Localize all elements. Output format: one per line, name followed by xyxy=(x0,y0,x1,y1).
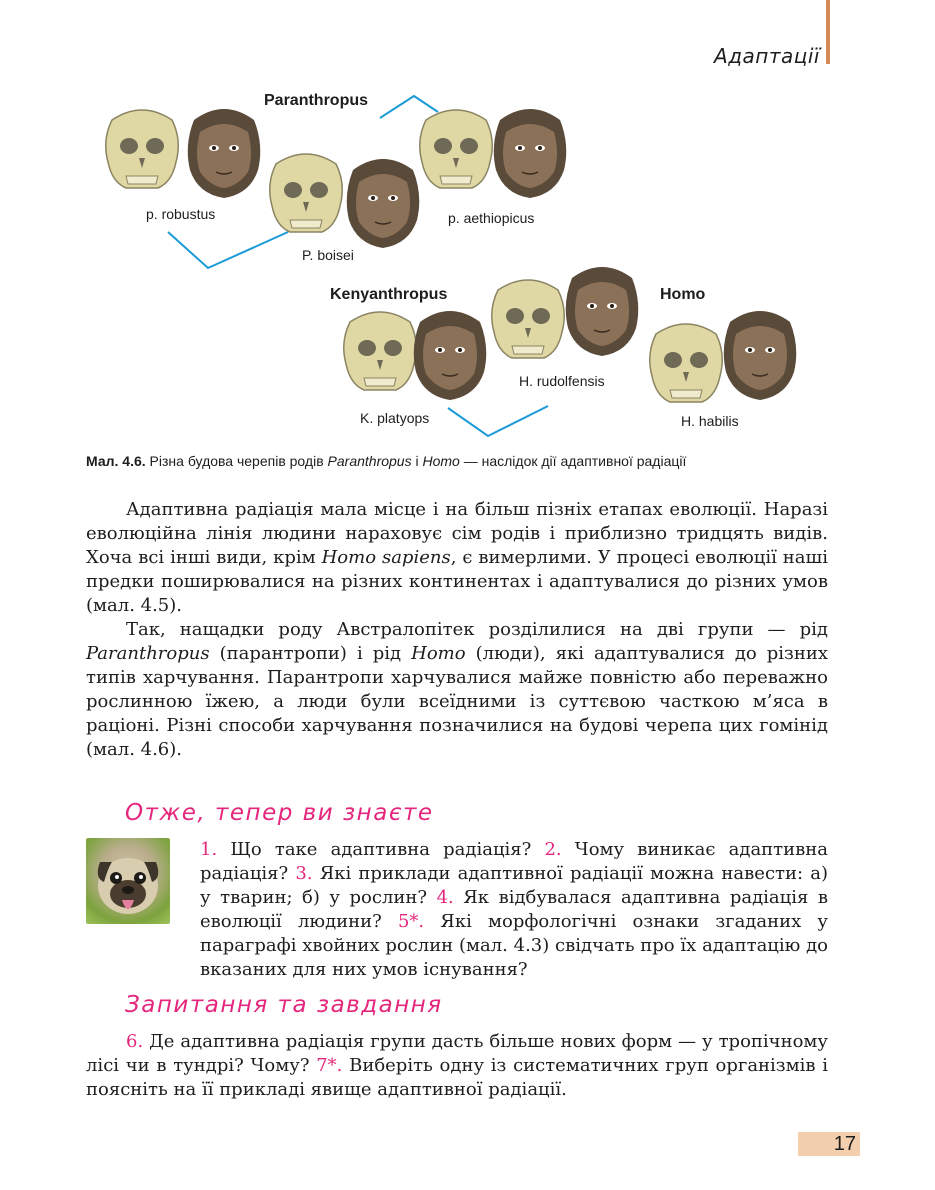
pug-dog-image xyxy=(86,838,170,924)
skull-k-platyops xyxy=(344,312,417,390)
caption-text: — наслідок дії адаптивної радіації xyxy=(459,453,687,469)
skull-p-boisei xyxy=(270,154,343,232)
question-number: 7*. xyxy=(316,1055,343,1076)
section-title-summary: Отже, тепер ви знаєте xyxy=(125,800,434,826)
hominid-skulls-figure xyxy=(0,0,935,445)
paragraph-text: Так, нащадки роду Австралопітек розділилися на дві групи — рід xyxy=(126,619,828,640)
body-text xyxy=(86,498,828,762)
head-h-rudolfensis xyxy=(566,267,639,356)
running-header: Адаптації xyxy=(714,44,820,68)
caption-label: Мал. 4.6. xyxy=(86,453,146,469)
caption-genus: Homo xyxy=(422,453,460,469)
question-number: 5*. xyxy=(397,911,425,932)
genus-name: Homo xyxy=(411,643,466,664)
question-number: 4. xyxy=(436,887,454,908)
connector-line xyxy=(448,406,548,436)
head-p-boisei xyxy=(347,159,420,248)
head-k-platyops xyxy=(414,311,487,400)
question-number: 3. xyxy=(295,863,313,884)
caption-genus: Paranthropus xyxy=(327,453,412,469)
head-p-aethiopicus xyxy=(494,109,567,198)
caption-text: і xyxy=(411,453,423,469)
connector-line xyxy=(168,232,288,268)
paragraph xyxy=(86,1030,828,1102)
page-number: 17 xyxy=(798,1132,860,1156)
species-label-p-aethiopicus: p. aethiopicus xyxy=(448,210,535,226)
question-number: 2. xyxy=(544,839,562,860)
question-text: Які морфологічні ознаки згаданих у параграфі хвойних рослин (мал. 4.3) свідчать про їх адаптацію до вказаних для них умов існування? xyxy=(200,911,828,980)
question-text: Як відбувалася адаптивна радіація в еволюції людини? xyxy=(200,887,828,932)
species-label-k-platyops: K. platyops xyxy=(360,410,430,426)
head-h-habilis xyxy=(724,311,797,400)
species-label-p-robustus: p. robustus xyxy=(146,206,216,222)
head-p-robustus xyxy=(188,109,261,198)
paragraph-text: (люди), які адаптувалися до різних типів харчування. Парантропи харчувалися майже повністю або переважно рослинною їжею, а люди були всеїдними із суттєвою часткою м’яса в раціоні. Різні способи харчування позначилися на будові черепа цих гомінід (мал. 4.6). xyxy=(86,643,828,760)
paragraph-text: (парантропи) і рід xyxy=(209,643,412,664)
skull-h-habilis xyxy=(650,324,723,402)
genus-label-paranthropus: Paranthropus xyxy=(264,92,369,109)
species-label-h-rudolfensis: H. rudolfensis xyxy=(519,373,605,389)
genus-label-kenyanthropus: Kenyanthropus xyxy=(330,286,448,303)
question-text: Які приклади адаптивної радіації можна навести: а) у тварин; б) у рослин? xyxy=(200,863,828,908)
question-text: Що таке адаптивна радіація? xyxy=(217,839,545,860)
paragraph-text: , є вимерлими. У процесі еволюції наші предки поширювалися на різних континентах і адаптувалися до різних умов (мал. 4.5). xyxy=(86,547,828,616)
figure-caption xyxy=(86,453,846,469)
question-number: 6. xyxy=(126,1031,144,1052)
connector-line xyxy=(380,96,438,118)
question-text: Де адаптивна радіація групи дасть більше нових форм — у тропічному лісі чи в тундрі? Чому? xyxy=(86,1031,828,1076)
section-title-questions: Запитання та завдання xyxy=(125,992,443,1018)
question-number: 1. xyxy=(200,839,218,860)
skull-h-rudolfensis xyxy=(492,280,565,358)
species-label-h-habilis: H. habilis xyxy=(681,413,739,429)
genus-name: Paranthropus xyxy=(86,643,210,664)
species-name: Homo sapiens xyxy=(321,547,451,568)
paragraph xyxy=(86,498,828,618)
summary-questions xyxy=(200,838,828,982)
paragraph-text: Адаптивна радіація мала місце і на більш пізніх етапах еволюції. Наразі еволюційна лінія людини нараховує сім родів і приблизно тридцять видів. Хоча всі інші види, крім xyxy=(86,499,828,568)
paragraph xyxy=(86,618,828,762)
tasks-text xyxy=(86,1030,828,1102)
species-label-p-boisei: P. boisei xyxy=(302,247,354,263)
skull-p-aethiopicus xyxy=(420,110,493,188)
genus-label-homo: Homo xyxy=(660,286,706,303)
skull-p-robustus xyxy=(106,110,179,188)
caption-text: Різна будова черепів родів xyxy=(145,453,328,469)
question-text: Чому виникає адаптивна радіація? xyxy=(200,839,828,884)
question-text: Виберіть одну із систематичних груп організмів і поясніть на її прикладі явище адаптивної радіації. xyxy=(86,1055,828,1100)
